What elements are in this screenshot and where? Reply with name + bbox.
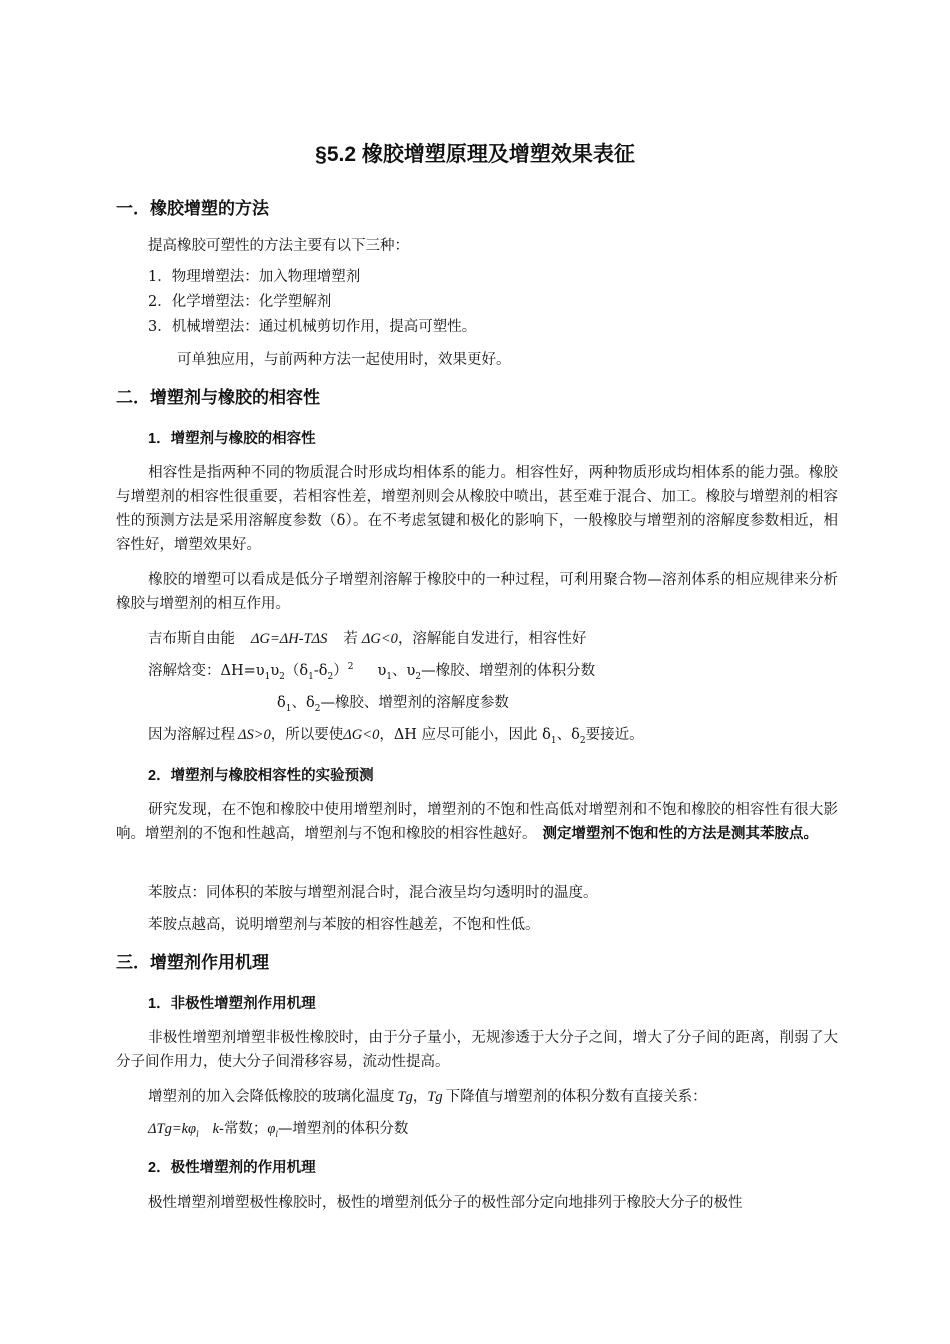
conclusion-text: ，所以要使 bbox=[270, 727, 344, 743]
list-item: 1．物理增塑法：加入物理增塑剂 bbox=[148, 269, 361, 285]
paragraph-text: 研究发现，在不饱和橡胶中使用增塑剂时，增塑剂的不饱和性高低对增塑剂和不饱和橡胶的相容性有很大影响。增塑剂的不饱和性越高，增塑剂与不饱和橡胶的相容性越好。 bbox=[116, 802, 838, 842]
subscript: 1 bbox=[550, 735, 557, 746]
aniline-point-definition: 苯胺点：同体积的苯胺与增塑剂混合时，混合液呈均匀透明时的温度。 bbox=[148, 885, 598, 901]
enthalpy-eq: ） bbox=[333, 663, 348, 679]
gibbs-if: 若 bbox=[343, 631, 358, 647]
gibbs-equation: ΔG=ΔH-TΔS bbox=[251, 631, 328, 647]
emphasis-text: 测定增塑剂不饱和性的方法是测其苯胺点。 bbox=[542, 826, 818, 842]
enthalpy-line bbox=[148, 659, 595, 682]
gibbs-condition: ΔG<0 bbox=[343, 727, 380, 743]
subscript: 2 bbox=[579, 735, 586, 746]
subscript: 1 bbox=[308, 671, 314, 682]
conclusion-text: 要接近。 bbox=[585, 727, 644, 743]
section-heading-methods: 一．橡胶增塑的方法 bbox=[116, 199, 269, 218]
delta-desc: —橡胶、增塑剂的溶解度参数 bbox=[320, 695, 509, 711]
gibbs-line bbox=[148, 627, 586, 648]
enthalpy-vars: υ bbox=[377, 663, 387, 679]
list-item: 2．化学增塑法：化学塑解剂 bbox=[148, 294, 332, 310]
tg-symbol: Tg bbox=[427, 1089, 443, 1105]
enthalpy-label: 溶解焓变： bbox=[148, 663, 221, 679]
delta: 、δ bbox=[291, 695, 315, 711]
tg-text: 下降值与增塑剂的体积分数有直接关系： bbox=[445, 1089, 707, 1105]
paragraph-plasticization-process bbox=[116, 568, 838, 616]
subscript: 1 bbox=[285, 703, 292, 714]
gibbs-tail: ，溶解能自发进行，相容性好 bbox=[397, 631, 587, 647]
enthalpy-vars: 、υ bbox=[392, 663, 416, 679]
paragraph-polar: 极性增塑剂增塑极性橡胶时，极性的增塑剂低分子的极性部分定向地排列于橡胶大分子的极性 bbox=[148, 1195, 743, 1211]
tg-formula-line bbox=[148, 1117, 408, 1140]
superscript: 2 bbox=[347, 662, 354, 673]
subscript: 1 bbox=[386, 671, 393, 682]
paragraph-text: 相容性是指两种不同的物质混合时形成均相体系的能力。相容性好，两种物质形成均相体系的能力强。橡胶与增塑剂的相容性很重要，若相容性差，增塑剂则会从橡胶中喷出，甚至难于混合、加工。橡胶与增塑剂的相容性的预测方法是采用溶解度参数（δ）。在不考虑氢键和极化的影响下，一般橡胶与增塑剂的溶解度参数相近，相容性好，增塑效果好。 bbox=[116, 465, 838, 553]
delta-definition-line bbox=[277, 691, 509, 714]
subheading-experimental: 2．增塑剂与橡胶相容性的实验预测 bbox=[148, 768, 374, 784]
tg-text: ， bbox=[412, 1089, 428, 1105]
list-item: 3．机械增塑法：通过机械剪切作用，提高可塑性。 bbox=[148, 319, 477, 335]
enthalpy-vars-desc: —橡胶、增塑剂的体积分数 bbox=[421, 663, 596, 679]
methods-intro: 提高橡胶可塑性的方法主要有以下三种： bbox=[148, 238, 409, 254]
subscript: 2 bbox=[327, 671, 334, 682]
paragraph-text: 非极性增塑剂增塑非极性橡胶时，由于分子量小，无规渗透于大分子之间，增大了分子间的距离，削弱了大分子间作用力，使大分子间滑移容易，流动性提高。 bbox=[116, 1030, 838, 1070]
phi-symbol: φ bbox=[267, 1121, 276, 1137]
subheading-polar: 2．极性增塑剂的作用机理 bbox=[148, 1160, 316, 1176]
aniline-point-note: 苯胺点越高，说明增塑剂与苯胺的相容性越差，不饱和性低。 bbox=[148, 917, 540, 933]
k-symbol: k- bbox=[212, 1121, 224, 1137]
enthalpy-eq: ΔH=υ bbox=[220, 663, 265, 679]
k-desc: 常数； bbox=[223, 1121, 268, 1137]
delta: δ bbox=[277, 695, 286, 711]
subscript: 2 bbox=[314, 703, 321, 714]
tg-line bbox=[148, 1085, 707, 1106]
tg-formula: ΔTg=kφ bbox=[148, 1121, 197, 1137]
conclusion-line bbox=[148, 723, 644, 746]
subscript: l bbox=[196, 1128, 199, 1139]
conclusion-text: ，ΔH 应尽可能小，因此 δ bbox=[379, 727, 551, 743]
subscript: 2 bbox=[415, 671, 422, 682]
entropy-condition: ΔS>0 bbox=[238, 727, 271, 743]
subscript: 2 bbox=[279, 671, 285, 682]
subscript: 1 bbox=[264, 671, 271, 682]
enthalpy-eq: （δ bbox=[284, 663, 309, 679]
conclusion-text: 、δ bbox=[556, 727, 580, 743]
conclusion-text: 因为溶解过程 bbox=[148, 727, 235, 743]
phi-desc: —增塑剂的体积分数 bbox=[277, 1121, 409, 1137]
subscript: l bbox=[275, 1128, 278, 1139]
paragraph-text: 橡胶的增塑可以看成是低分子增塑剂溶解于橡胶中的一种过程，可利用聚合物—溶剂体系的相应规律来分析橡胶与增塑剂的相互作用。 bbox=[116, 572, 838, 612]
tg-text: 增塑剂的加入会降低橡胶的玻璃化温度 bbox=[148, 1089, 395, 1105]
methods-note: 可单独应用，与前两种方法一起使用时，效果更好。 bbox=[177, 352, 511, 368]
gibbs-condition: ΔG<0 bbox=[361, 631, 398, 647]
paragraph-compatibility-definition bbox=[116, 461, 838, 557]
paragraph-nonpolar bbox=[116, 1026, 838, 1074]
page-title: §5.2 橡胶增塑原理及增塑效果表征 bbox=[315, 143, 635, 166]
paragraph-unsaturation bbox=[116, 798, 838, 846]
enthalpy-eq: -δ bbox=[313, 663, 328, 679]
subheading-compatibility: 1．增塑剂与橡胶的相容性 bbox=[148, 431, 316, 447]
enthalpy-eq: υ bbox=[270, 663, 280, 679]
tg-symbol: Tg bbox=[397, 1089, 413, 1105]
section-heading-mechanism: 三．增塑剂作用机理 bbox=[116, 953, 269, 972]
subheading-nonpolar: 1．非极性增塑剂作用机理 bbox=[148, 996, 316, 1012]
gibbs-label: 吉布斯自由能 bbox=[148, 631, 235, 647]
section-heading-compatibility: 二．增塑剂与橡胶的相容性 bbox=[116, 388, 320, 407]
